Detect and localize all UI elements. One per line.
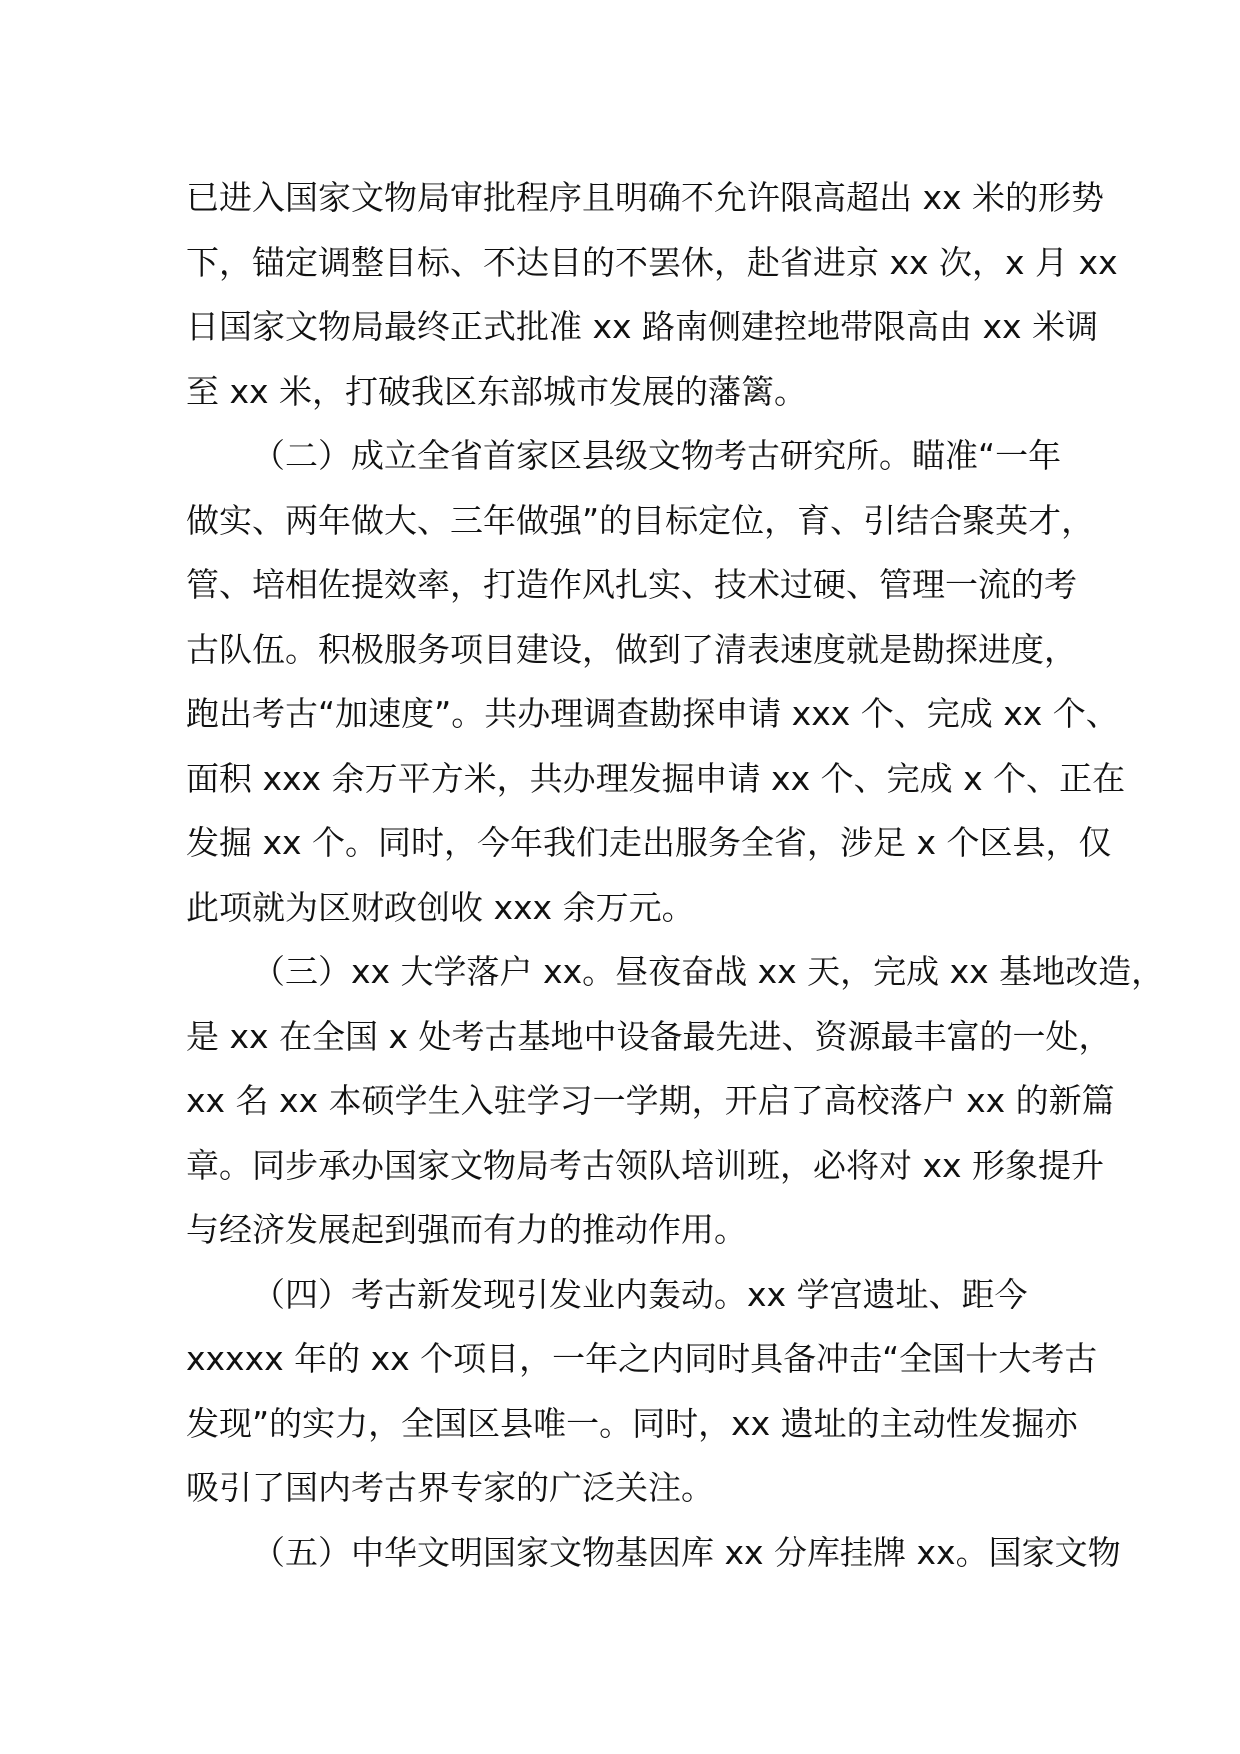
text-line: 至 xx 米，打破我区东部城市发展的藩篱。 (186, 371, 808, 411)
text-line: 与经济发展起到强而有力的推动作用。 (186, 1210, 747, 1249)
body-text (186, 166, 1165, 1585)
section-heading-line: （二）成立全省首家区县级文物考古研究所。瞄准“一年 (252, 436, 1062, 475)
text-line: 日国家文物局最终正式批准 xx 路南侧建控地带限高由 xx 米调 (186, 307, 1099, 346)
text-line: 下，锚定调整目标、不达目的不罢休，赴省进京 xx 次，x 月 xx (186, 242, 1118, 282)
text-line: 面积 xxx 余万平方米，共办理发掘申请 xx 个、完成 x 个、正在 (186, 758, 1126, 798)
text-line: 跑出考古“加速度”。共办理调查勘探申请 xxx 个、完成 xx 个、 (186, 694, 1119, 733)
text-line: 此项就为区财政创收 xxx 余万元。 (186, 887, 695, 927)
text-line: 做实、两年做大、三年做强”的目标定位，育、引结合聚英才， (186, 500, 1095, 540)
text-line: xxxxx 年的 xx 个项目，一年之内同时具备冲击“全国十大考古 (186, 1339, 1098, 1378)
text-line: 是 xx 在全国 x 处考古基地中设备最先进、资源最丰富的一处， (186, 1016, 1112, 1056)
text-line: 章。同步承办国家文物局考古领队培训班，必将对 xx 形象提升 (186, 1145, 1105, 1185)
text-line: xx 名 xx 本硕学生入驻学习一学期，开启了高校落户 xx 的新篇 (186, 1081, 1115, 1120)
text-line: 已进入国家文物局审批程序且明确不允许限高超出 xx 米的形势 (186, 178, 1105, 217)
section-heading-line: （四）考古新发现引发业内轰动。xx 学宫遗址、距今 (252, 1274, 1028, 1314)
text-line: 吸引了国内考古界专家的广泛关注。 (186, 1468, 714, 1507)
text-line: 古队伍。积极服务项目建设，做到了清表速度就是勘探进度， (186, 629, 1077, 669)
section-heading-line: （三）xx 大学落户 xx。昼夜奋战 xx 天，完成 xx 基地改造， (252, 952, 1165, 991)
section-heading-line: （五）中华文明国家文物基因库 xx 分库挂牌 xx。国家文物 (252, 1532, 1121, 1572)
text-line: 发现”的实力，全国区县唯一。同时，xx 遗址的主动性发掘亦 (186, 1403, 1078, 1443)
text-line: 发掘 xx 个。同时，今年我们走出服务全省，涉足 x 个区县，仅 (186, 823, 1112, 862)
text-line: 管、培相佐提效率，打造作风扎实、技术过硬、管理一流的考 (186, 565, 1077, 604)
